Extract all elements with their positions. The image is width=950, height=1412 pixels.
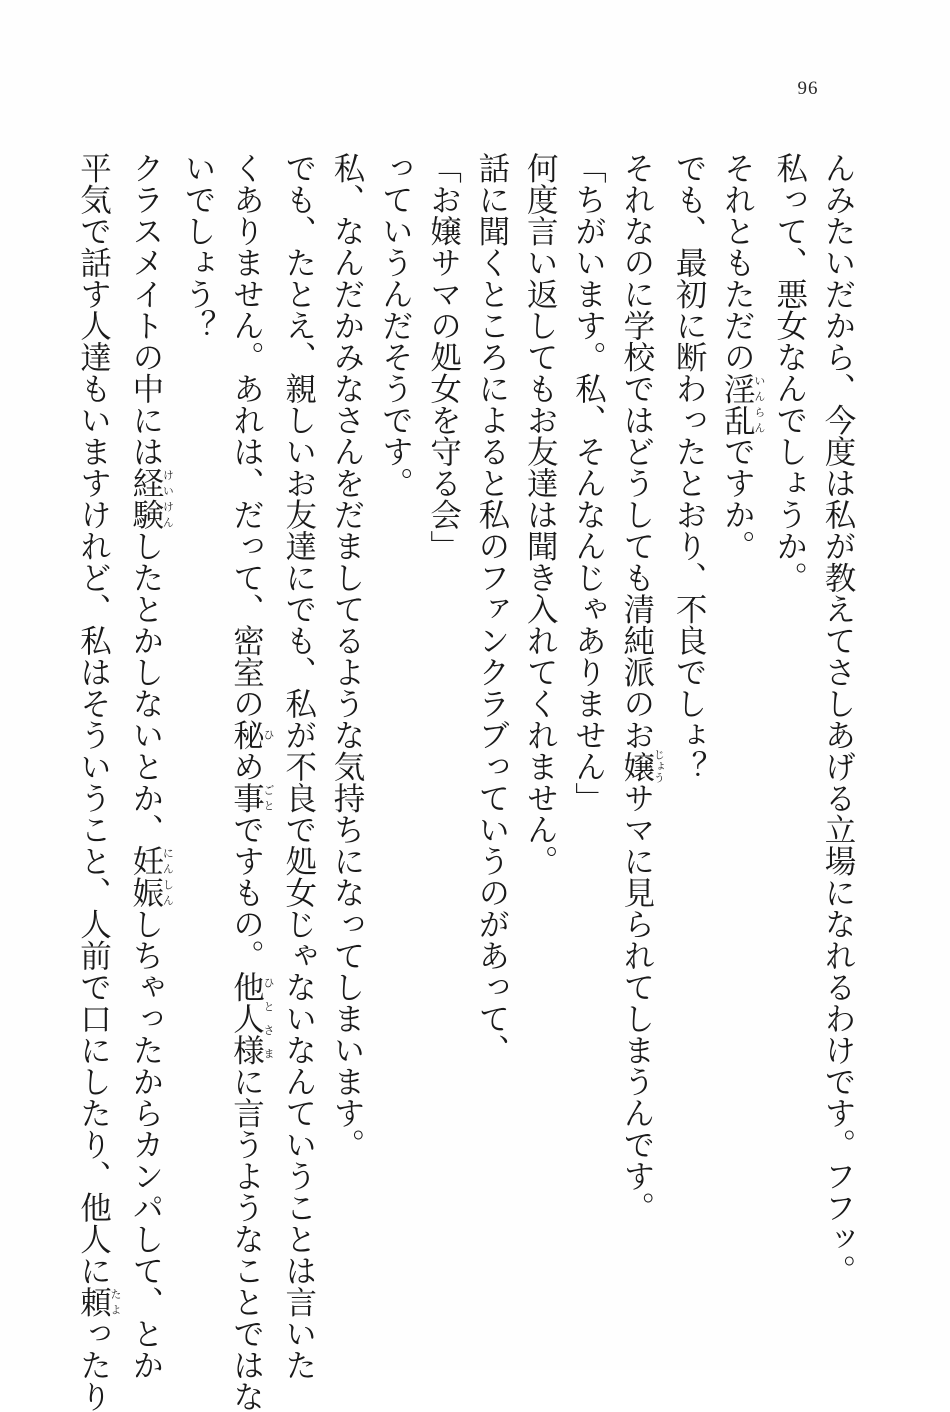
furigana-reading: たよ bbox=[109, 1286, 122, 1318]
furigana-word bbox=[228, 719, 264, 751]
text-line bbox=[814, 152, 862, 1292]
text-line bbox=[274, 152, 322, 1292]
text-segment: 話に聞くところによると私のファンクラブっていうのがあって、 bbox=[474, 152, 510, 1066]
text-segment: 「ちがいます。私、そんなんじゃありません」 bbox=[571, 152, 607, 814]
text-segment: 私、なんだかみなさんをだましてるような気持ちになってしまいます。 bbox=[329, 152, 365, 1160]
text-line bbox=[222, 152, 274, 1292]
text-segment: 私って、悪女なんでしょうか。 bbox=[772, 152, 808, 593]
text-segment: サマに見られてしまうんです。 bbox=[619, 782, 655, 1223]
text-segment: でも、最初に断わったとおり、不良でしょ？ bbox=[671, 152, 707, 782]
text-segment: 平気で話す人達もいますけれど、私はそういうこと、人前で口にしたり、他人に bbox=[76, 152, 112, 1286]
text-segment: ですもの。 bbox=[228, 814, 264, 972]
text-line bbox=[69, 152, 121, 1292]
text-line bbox=[613, 152, 665, 1292]
ruby-base: 他人様 bbox=[228, 971, 264, 1066]
furigana-word bbox=[128, 467, 164, 530]
furigana-reading: ごと bbox=[262, 782, 275, 814]
text-segment: クラスメイトの中には bbox=[128, 152, 164, 467]
page-number: 96 bbox=[788, 78, 828, 100]
text-line bbox=[665, 152, 713, 1292]
ruby-base: 淫乱 bbox=[719, 373, 755, 436]
furigana-reading: ひとさま bbox=[262, 971, 275, 1066]
ruby-base: 秘 bbox=[228, 719, 264, 751]
ruby-base: 頼 bbox=[76, 1286, 112, 1318]
text-segment: 何度言い返してもお友達は聞き入れてくれません。 bbox=[522, 152, 558, 877]
text-line bbox=[122, 152, 174, 1292]
text-line bbox=[713, 152, 765, 1292]
text-segment: それともただの bbox=[719, 152, 755, 373]
text-segment: んみたいだから、今度は私が教えてさしあげる立場になれるわけです。フフッ。 bbox=[820, 152, 856, 1286]
text-line bbox=[174, 152, 222, 1292]
text-segment: くありません。あれは、だって、密室の bbox=[228, 152, 264, 719]
ruby-base: 事 bbox=[228, 782, 264, 814]
text-line bbox=[564, 152, 612, 1292]
text-segment: ったり bbox=[76, 1318, 112, 1412]
text-segment: 「お嬢サマの処女を守る会」 bbox=[426, 152, 462, 562]
furigana-reading: ひ bbox=[262, 719, 275, 751]
ruby-base: 嬢 bbox=[619, 749, 655, 784]
furigana-word bbox=[228, 782, 264, 814]
furigana-word bbox=[228, 971, 264, 1066]
text-segment: に言うようなことではな bbox=[228, 1066, 264, 1412]
furigana-reading: けいけん bbox=[161, 467, 174, 530]
furigana-reading: じょう bbox=[652, 749, 665, 784]
furigana-word bbox=[128, 845, 164, 908]
text-segment: め bbox=[228, 751, 264, 783]
text-segment: ですか。 bbox=[719, 436, 755, 562]
furigana-word bbox=[619, 751, 655, 783]
text-segment: それなのに学校ではどうしても清純派のお bbox=[619, 152, 655, 751]
text-line bbox=[419, 152, 467, 1292]
text-line bbox=[468, 152, 516, 1292]
text-line bbox=[516, 152, 564, 1292]
furigana-word bbox=[719, 373, 755, 436]
text-segment: でも、たとえ、親しいお友達にでも、私が不良で処女じゃないなんていうことは言いた bbox=[281, 152, 317, 1381]
furigana-word bbox=[76, 1286, 112, 1318]
ruby-base: 経験 bbox=[128, 467, 164, 530]
text-segment: いでしょう？ bbox=[180, 152, 216, 341]
text-segment: しちゃったからカンパして、とか bbox=[128, 908, 164, 1381]
furigana-reading: にんしん bbox=[161, 845, 174, 908]
text-line bbox=[323, 152, 371, 1292]
text-line bbox=[371, 152, 419, 1292]
text-line bbox=[765, 152, 813, 1292]
text-segment: っていうんだそうです。 bbox=[377, 152, 413, 499]
text-segment: したとかしないとか、 bbox=[128, 530, 164, 845]
furigana-reading: いんらん bbox=[753, 373, 766, 436]
ruby-base: 妊娠 bbox=[128, 845, 164, 908]
vertical-body-text bbox=[69, 152, 862, 1292]
